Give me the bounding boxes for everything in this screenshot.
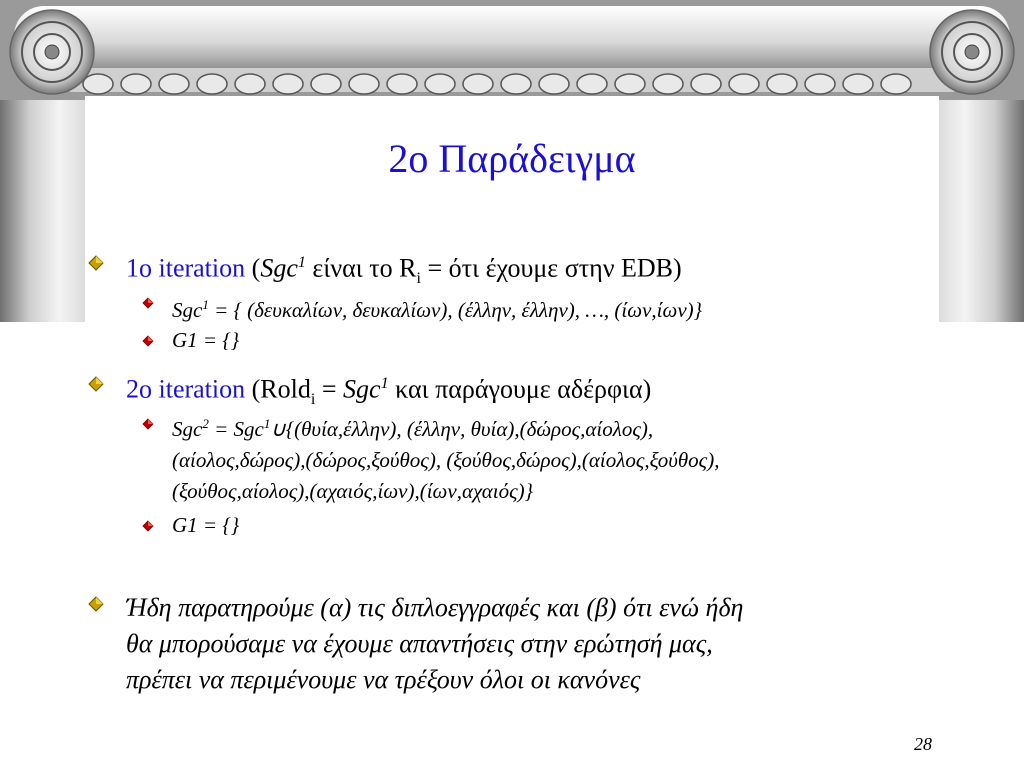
bullet-1-label: 1ο iteration xyxy=(126,253,246,283)
ionic-capital-decoration xyxy=(0,0,1024,100)
diamond-bullet-icon xyxy=(88,376,104,392)
bullet-2-sub-1-sup2: 2 xyxy=(202,416,209,431)
bullet-2-sup: 1 xyxy=(380,375,389,392)
bullet-3 xyxy=(126,590,966,698)
egg-ornament xyxy=(729,74,759,94)
bullet-2-sub-1-text-1: ∪{(θυία,έλλην), (έλλην, θυία),(δώρος,αίολος), xyxy=(270,417,654,441)
egg-ornament xyxy=(881,74,911,94)
bullet-1-sub-1-sup: 1 xyxy=(202,297,209,312)
egg-ornament xyxy=(843,74,873,94)
bullet-2-sub-1-line-2: (αίολος,δώρος),(δώρος,ξούθος), (ξούθος,δώρος),(αίολος,ξούθος), xyxy=(172,448,720,472)
bullet-1-sub: i xyxy=(416,269,421,287)
egg-ornament xyxy=(121,74,151,94)
egg-ornament xyxy=(197,74,227,94)
egg-ornament xyxy=(463,74,493,94)
bullet-2-sgc: Sgc xyxy=(343,374,381,404)
bullet-2-sub-1-line-1 xyxy=(172,408,932,445)
egg-ornament xyxy=(615,74,645,94)
egg-ornament xyxy=(235,74,265,94)
egg-ornament xyxy=(653,74,683,94)
bullet-3-line-2: θα μπορούσαμε να έχουμε απαντήσεις στην ερώτησή μας, xyxy=(126,629,713,658)
egg-ornament xyxy=(159,74,189,94)
page-number: 28 xyxy=(914,734,932,754)
bullet-1-text: είναι το R xyxy=(305,253,417,283)
egg-ornament xyxy=(83,74,113,94)
bullet-2-sub-1-line-3: (ξούθος,αίολος),(αχαιός,ίων),(ίων,αχαιός)} xyxy=(172,479,534,503)
egg-ornament xyxy=(387,74,417,94)
diamond-bullet-icon xyxy=(88,596,104,612)
egg-ornament xyxy=(501,74,531,94)
bullet-1-sub-2: G1 = {} xyxy=(172,328,240,352)
small-diamond-bullet-icon xyxy=(142,520,154,532)
diamond-bullet-icon xyxy=(88,255,104,271)
egg-ornament xyxy=(577,74,607,94)
small-diamond-bullet-icon xyxy=(142,335,154,347)
small-diamond-bullet-icon xyxy=(142,418,154,430)
egg-ornament xyxy=(805,74,835,94)
egg-ornament xyxy=(349,74,379,94)
bullet-1-open: ( xyxy=(245,253,261,283)
bullet-2-sub-2: G1 = {} xyxy=(172,513,240,537)
bullet-2-sub-1-sgc: Sgc xyxy=(172,417,203,441)
bullet-1-sub-1 xyxy=(172,289,702,326)
bullet-2-label: 2ο iteration xyxy=(126,374,246,404)
slide-title: 2ο Παράδειγμα xyxy=(388,136,636,181)
bullet-1-sgc: Sgc xyxy=(260,253,298,283)
bullet-2-sub-1-sup1: 1 xyxy=(263,416,271,431)
bullet-1-sub-1-sgc: Sgc xyxy=(172,298,203,322)
bullet-2-eq: = xyxy=(315,374,344,404)
egg-ornament xyxy=(691,74,721,94)
bullet-2-sub-1-eq: = Sgc xyxy=(208,417,264,441)
bullet-1-sub-1-text: = { (δευκαλίων, δευκαλίων), (έλλην, έλλην), …, (ίων,ίων)} xyxy=(208,298,703,322)
bullet-2-rest: και παράγουμε αδέρφια) xyxy=(388,374,652,404)
egg-ornament xyxy=(311,74,341,94)
egg-ornament xyxy=(539,74,569,94)
bullet-3-line-1: Ήδη παρατηρούμε (α) τις διπλοεγγραφές και (β) ότι ενώ ήδη xyxy=(126,593,744,622)
bullet-2-sub: i xyxy=(310,390,316,408)
bullet-1-sup: 1 xyxy=(297,254,306,271)
egg-ornament xyxy=(425,74,455,94)
small-diamond-bullet-icon xyxy=(142,297,154,309)
bullet-3-line-3: πρέπει να περιμένουμε να τρέξουν όλοι οι κανόνες xyxy=(126,665,641,694)
egg-ornament xyxy=(273,74,303,94)
bullet-1 xyxy=(126,247,682,294)
bullet-2-open: (Rold xyxy=(245,374,311,404)
bullet-1-rest: = ότι έχουμε στην EDB) xyxy=(420,253,682,283)
bullet-2-sub-1 xyxy=(172,408,932,507)
egg-ornament xyxy=(767,74,797,94)
